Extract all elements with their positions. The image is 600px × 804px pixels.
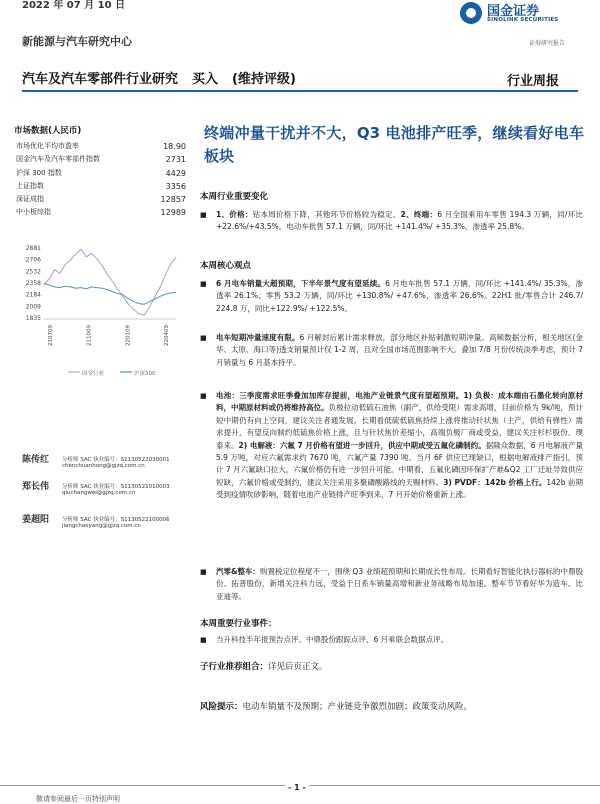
section-core-views: 本周核心观点 xyxy=(200,261,252,271)
bullet-ev-short-term xyxy=(200,332,583,369)
market-label: 沪深 300 指数 xyxy=(16,168,62,177)
analyst-email[interactable]: chenchuanhong@gjzq.com.cn xyxy=(62,463,145,469)
bullet-ev-sales xyxy=(200,278,583,315)
bullet-lead: 汽零&整车： xyxy=(216,567,261,576)
market-value: 4429 xyxy=(165,168,186,178)
market-row xyxy=(14,167,186,180)
y-tick-label: 2881 xyxy=(25,245,41,252)
bullet-text xyxy=(216,566,583,603)
bullet-body: 钴本周价格下降，其他环节价格较为稳定。 xyxy=(252,210,401,219)
risk-text: 电动车销量不及预期；产业链竞争激烈加剧；政策变动风险。 xyxy=(242,702,473,712)
x-tick-label: 220409 xyxy=(164,325,170,346)
risk-label: 风险提示： xyxy=(200,702,243,712)
logo-en: SINOLINK SECURITIES xyxy=(487,17,559,23)
legend-industry: 国金行业 xyxy=(82,371,105,377)
bullet-body: 负极拉动低硫石油焦（副产，供给受限）需求高增，目前价格为 9k/吨，预计短中期仍有向上空间，建议关注者通发展。长期看低硫低硫焦持续上涨将推动针状焦（主产，供给有弹性）需求提升，有望反向制约低硫焦价格上涨，且与针状焦价差缩小，高端负极厂商或受益，建议关注杉杉股份、璞泰来。 xyxy=(216,403,584,450)
y-tick-label: 2706 xyxy=(25,256,41,264)
bullet-body: 据隆众数据，6 月电解液产量 5.9 万吨，对应六氟需求约 7670 吨，六氟产量 7390 吨。当月 6F 供应已现缺口，根据电解液排产指引，预计 7 月六氟缺口拉大，六氟价格仍有进一步回升可能。中期看，五氟化磷因环保扩产难&Q2 工厂迁址导致供应短缺，六氟价格或受制约，建议关注采用多聚磷酸路线的天赐材料。 xyxy=(216,440,584,487)
analyst-email[interactable]: qiuchangwei@gjzq.com.cn xyxy=(62,490,136,496)
market-row xyxy=(14,206,186,219)
market-row xyxy=(14,140,186,153)
market-value: 3356 xyxy=(165,181,186,191)
analyst-name: 郑长伟 xyxy=(22,482,50,492)
market-value: 12989 xyxy=(160,208,186,218)
analyst-name: 陈传红 xyxy=(22,455,50,465)
bullet-text xyxy=(216,278,583,315)
y-tick-label: 2009 xyxy=(25,303,41,311)
bullet-battery xyxy=(200,390,583,502)
bullet-lead: 电池：三季度需求旺季叠加加库存提前，电池产业链景气度有望超预期。1) 负极：成本端由石墨化转向原材料，中期原材料或仍将维持高位。 xyxy=(216,391,583,413)
bullet-lead: 6 月电车销量大超预期，下半年景气度有望延续。 xyxy=(216,279,386,288)
page-number: - 1 - xyxy=(285,783,309,792)
analyst-license: 分析师 SAC 执业编号：S1130522030001 xyxy=(62,457,170,463)
portfolio-label: 子行业推荐组合： xyxy=(200,662,269,672)
portfolio-line xyxy=(200,660,328,672)
analyst-name: 姜超阳 xyxy=(22,515,50,525)
y-tick-label: 2184 xyxy=(25,291,41,299)
bullet-price-terminal xyxy=(200,209,583,234)
bullet-auto-parts xyxy=(200,566,583,603)
header-divider xyxy=(22,90,578,92)
series-line-industry xyxy=(44,249,176,315)
bullet-body: 142b 前期受到疫情吹砂影响，随着电池产业链排产旺季到来，7 月开始价格重新上涨。 xyxy=(216,477,583,500)
logo-mark-icon xyxy=(460,2,482,24)
bullet-body: 当升科技半年报预告点评、中鼎股份跟踪点评、6 月乘联会数据点评。 xyxy=(216,635,449,644)
bullet-icon: ■ xyxy=(200,280,207,288)
bullet-lead: 3) PVDF：142b 价格上行。 xyxy=(443,477,547,487)
bullet-icon: ■ xyxy=(200,636,207,644)
y-tick-label: 2358 xyxy=(25,280,41,287)
market-row xyxy=(14,180,186,193)
market-data xyxy=(14,124,186,220)
report-header xyxy=(22,68,310,87)
rating-note: (维持评级) xyxy=(232,72,296,87)
index-chart xyxy=(14,236,186,380)
bullet-text xyxy=(216,209,583,234)
bullet-body: 6 月全国乘用车零售 194.3 万辆，同/环比 +22.6%/+43.5%。电动车批售 57.1 万辆，同/环比 +141.4%/ +35.3%，渗透率 25.8%。 xyxy=(216,210,584,232)
market-row xyxy=(14,193,186,206)
section-events: 本周重要行业事件： xyxy=(200,619,277,629)
research-center: 新能源与汽车研究中心 xyxy=(22,35,132,48)
analyst-card xyxy=(22,512,182,552)
bullet-icon: ■ xyxy=(200,568,207,576)
market-label: 国金汽车及汽车零部件指数 xyxy=(16,155,100,164)
report-title: 终端冲量干扰并不大，Q3 电池排产旺季，继续看好电车板块 xyxy=(204,124,584,165)
bullet-icon: ■ xyxy=(200,392,207,400)
bullet-text xyxy=(216,390,583,502)
market-label: 中小板综指 xyxy=(16,208,51,217)
bullet-lead: 2) 电解液：六氟 7 月价格有望进一步回升，供应中期或受五氟化磷制约。 xyxy=(238,440,486,450)
brand-logo xyxy=(460,0,580,34)
logo-cn: 国金证券 xyxy=(487,4,540,19)
bullet-body: 购置税定位程度不一，围绕 Q3 业绩超预期和长期成长性布局。长期看好智能化执行器标的中鼎股份、拓普股份，新增关注科力远，受益于日系车销量高增和新业务战略布局加速。整车节节看好华为造车、比亚迪等。 xyxy=(216,567,583,601)
market-value: 18.90 xyxy=(163,142,186,151)
bullet-body: 6 月解封后累计需求释放，部分地区补贴刺激短期冲量。高频数据分析，相关地区(金华、太原、海口等)透支销量预计仅 1-2 周，且对全国市场范围影响不大。叠加 7/8 月份传统淡季考虑，预计 7 月销量与 6 月基本持平。 xyxy=(216,333,583,367)
bullet-icon: ■ xyxy=(200,211,207,219)
industry-name: 汽车及汽车零部件行业研究 xyxy=(22,72,179,87)
legend-hs300: 沪深300 xyxy=(134,371,156,377)
market-label: 上证指数 xyxy=(16,181,44,190)
market-value: 2731 xyxy=(165,155,186,165)
bullet-text xyxy=(216,332,583,369)
report-type: 行业周报 xyxy=(507,74,560,89)
report-tagline: 证券研究报告 xyxy=(529,40,566,47)
x-tick-label: 211009 xyxy=(86,325,93,346)
bullet-icon: ■ xyxy=(200,334,207,342)
x-tick-label: 220109 xyxy=(125,325,132,346)
footer-disclaimer: 敬请参阅最后一页特别声明 xyxy=(36,795,120,803)
bullet-lead: 2、终端： xyxy=(400,210,438,219)
x-tick-label: 210709 xyxy=(48,325,54,346)
y-tick-label: 1835 xyxy=(25,315,41,322)
bullet-events xyxy=(200,634,583,646)
market-value: 12857 xyxy=(160,195,186,205)
portfolio-text: 详见后页正文。 xyxy=(268,662,328,672)
market-label: 深证成指 xyxy=(16,195,44,204)
analyst-license: 分析师 SAC 执业编号：S1130521010003 xyxy=(62,484,170,490)
section-weekly-changes: 本周行业重要变化 xyxy=(200,192,269,202)
market-data-title: 市场数据(人民币) xyxy=(14,126,82,136)
bullet-body: 6 月电车批售 57.1 万辆，同/环比 +141.4%/ 35.3%，渗透率 26.1%；零售 53.2 万辆，同/环比 +130.8%/ +47.6%，渗透率 26.6%。22H1 批/零售合计 246.7/ 224.8 万，同比+122.9%/ +122.5%。 xyxy=(216,279,583,313)
bullet-lead: 电车短期冲量速度有限。 xyxy=(216,333,300,342)
market-row xyxy=(14,153,186,166)
analyst-email[interactable]: jiangchaoyang@gjzq.com.cn xyxy=(62,523,141,529)
risk-line xyxy=(200,700,472,712)
report-date: 2022 年 07 月 10 日 xyxy=(22,0,126,11)
market-label: 市场优化平均市盈率 xyxy=(16,142,79,150)
bullet-lead: 1、价格： xyxy=(216,210,253,219)
analyst-license: 分析师 SAC 执业编号：S1130522100006 xyxy=(62,517,170,523)
y-tick-label: 2532 xyxy=(25,268,41,276)
rating: 买入 xyxy=(192,72,219,87)
